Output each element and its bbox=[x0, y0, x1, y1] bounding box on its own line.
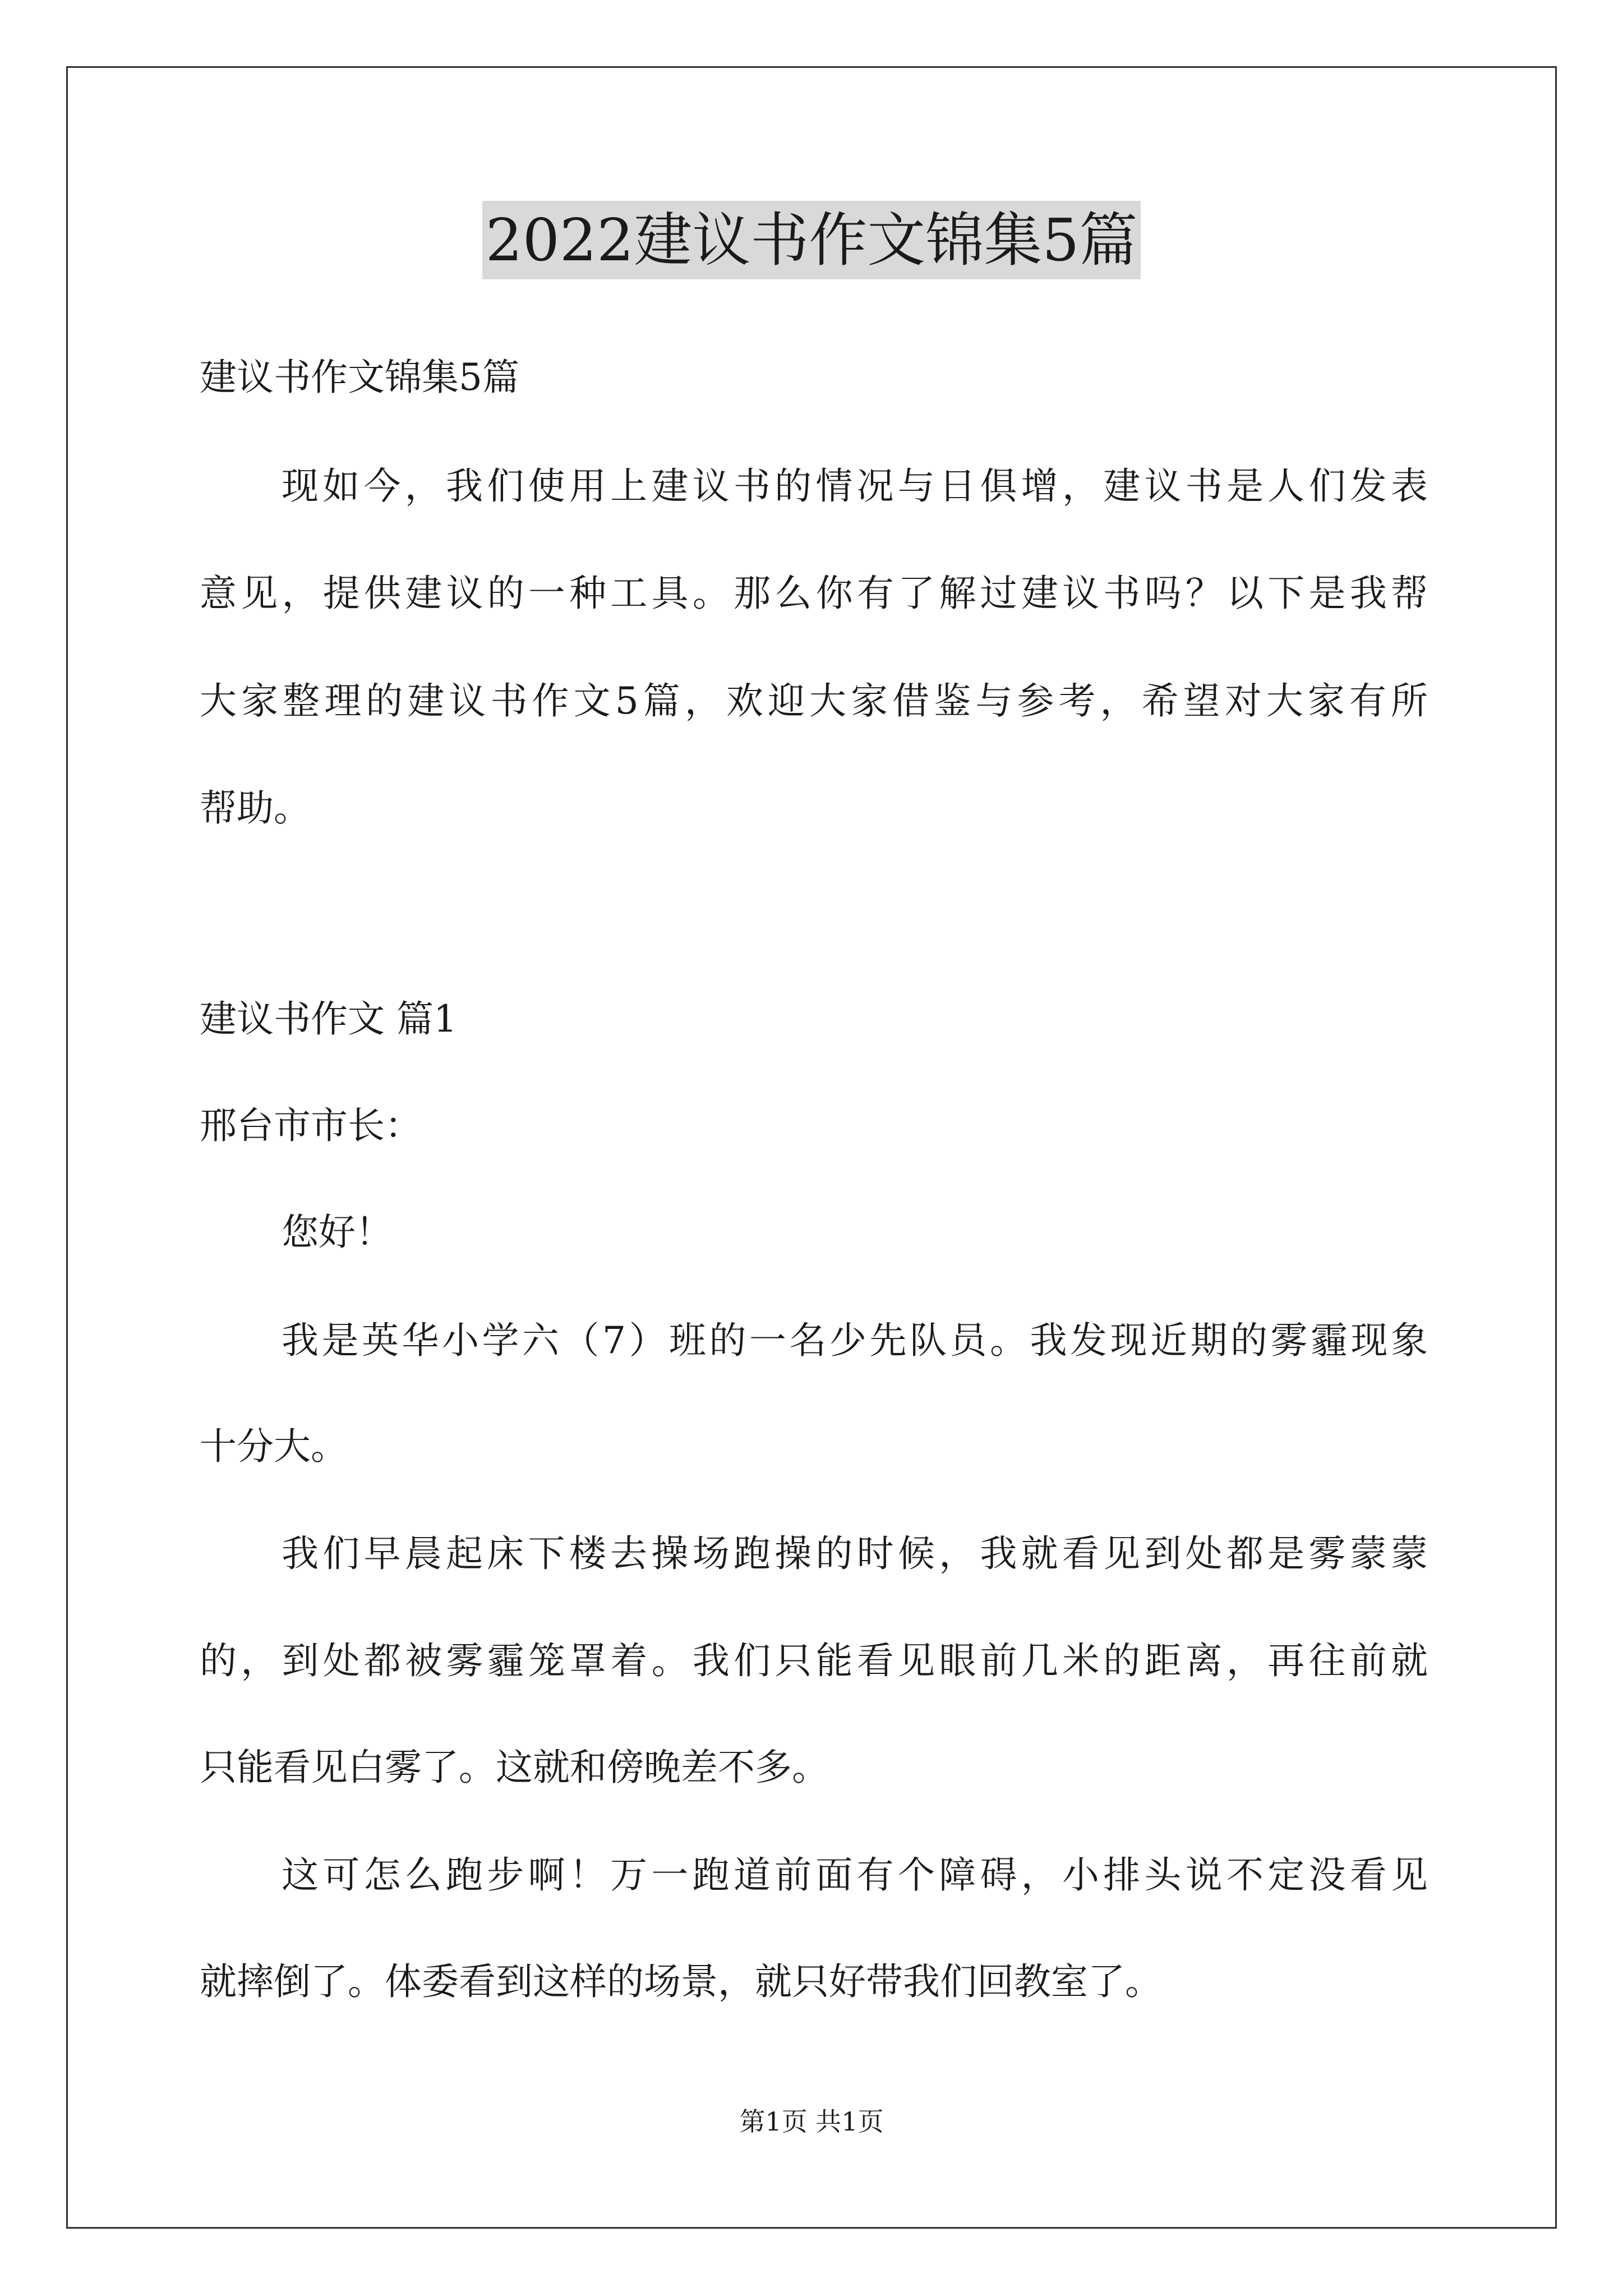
paragraph-line: 就摔倒了。体委看到这样的场景，就只好带我们回教室了。 bbox=[200, 1960, 1162, 2003]
document-title: 2022建议书作文锦集5篇 bbox=[482, 201, 1141, 279]
paragraph-line: 意见，提供建议的一种工具。那么你有了解过建议书吗？以下是我帮 bbox=[200, 572, 1428, 615]
paragraph-line: 的，到处都被雾霾笼罩着。我们只能看见眼前几米的距离，再往前就 bbox=[200, 1639, 1428, 1682]
paragraph-line: 十分大。 bbox=[200, 1425, 348, 1468]
greeting: 您好！ bbox=[282, 1211, 393, 1254]
paragraph-line: 现如今，我们使用上建议书的情况与日俱增，建议书是人们发表 bbox=[282, 464, 1428, 508]
paragraph-line: 只能看见白雾了。这就和傍晚差不多。 bbox=[200, 1746, 829, 1789]
section-heading: 建议书作文 篇1 bbox=[200, 997, 457, 1041]
paragraph-line: 这可怎么跑步啊！万一跑道前面有个障碍，小排头说不定没看见 bbox=[282, 1853, 1428, 1897]
paragraph-line: 大家整理的建议书作文5篇，欢迎大家借鉴与参考，希望对大家有所 bbox=[200, 679, 1428, 723]
document-title-wrap bbox=[0, 201, 1623, 279]
salutation: 邢台市市长： bbox=[200, 1104, 422, 1147]
page-footer: 第1页 共1页 bbox=[739, 2106, 884, 2137]
subtitle: 建议书作文锦集5篇 bbox=[200, 356, 519, 399]
paragraph-line: 我们早晨起床下楼去操场跑操的时候，我就看见到处都是雾蒙蒙 bbox=[282, 1532, 1428, 1575]
paragraph-line: 我是英华小学六（7）班的一名少先队员。我发现近期的雾霾现象 bbox=[282, 1319, 1428, 1362]
paragraph-line: 帮助。 bbox=[200, 786, 311, 830]
